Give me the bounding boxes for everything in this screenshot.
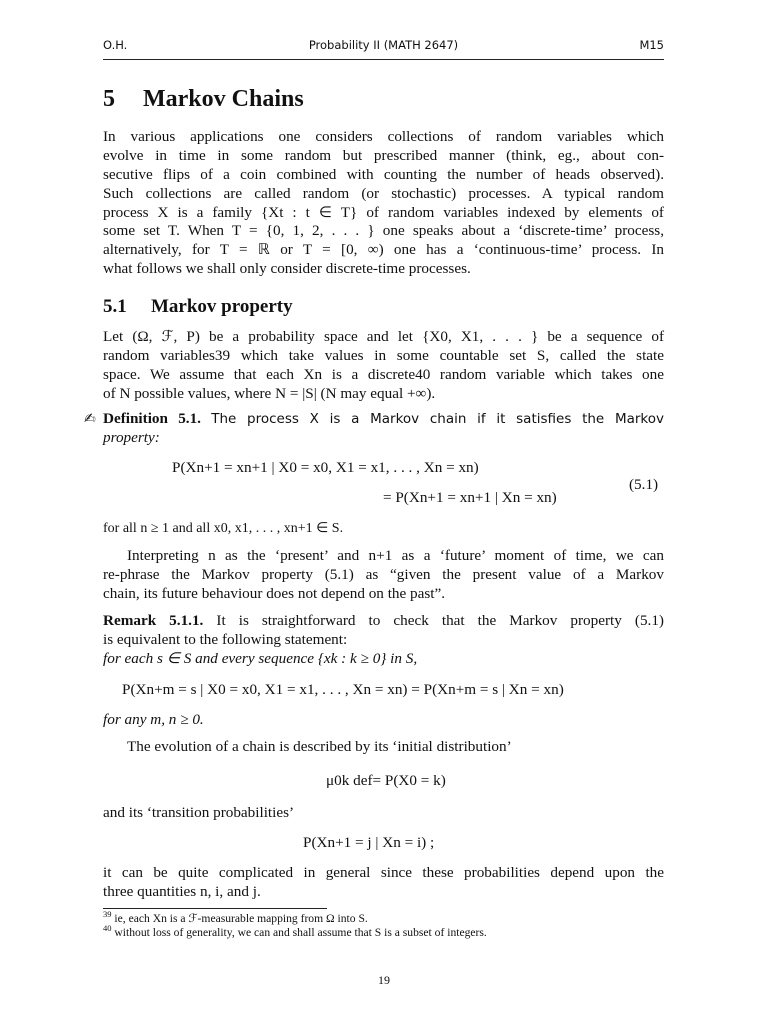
initial-distribution-equation: μ0k def= P(X0 = k) <box>326 772 446 789</box>
header-author: O.H. <box>103 38 128 52</box>
remark-line-2: is equivalent to the following statement: <box>103 630 348 648</box>
page-number: 19 <box>378 973 390 987</box>
evolution-paragraph <box>103 864 664 902</box>
remark-block <box>103 612 664 669</box>
header-rule <box>103 59 664 60</box>
intro-line: what follows we shall only consider discrete-time processes. <box>103 260 471 278</box>
markov-line: Let (Ω, ℱ, P) be a probability space and let {X0, X1, . . . } be a sequence of <box>103 328 664 345</box>
transition-equation: P(Xn+1 = j | Xn = i) ; <box>303 834 435 851</box>
footnote-text: without loss of generality, we can and shall assume that S is a subset of integers. <box>114 926 487 939</box>
interpret-line: re-phrase the Markov property (5.1) as “given the present value of a Markov <box>103 565 664 583</box>
intro-line: alternatively, for T = ℝ or T = [0, ∞) one has a ‘continuous-time’ process. In <box>103 241 664 259</box>
header-module: M15 <box>639 38 664 52</box>
interpret-line: Interpreting n as the ‘present’ and n+1 as a ‘future’ moment of time, we can <box>127 547 664 564</box>
writing-hand-icon: ✍ <box>84 411 96 427</box>
footnote-40 <box>103 923 487 939</box>
remark-after: for any m, n ≥ 0. <box>103 711 204 728</box>
footnote-39 <box>103 911 368 925</box>
definition-text: The process X is a Markov chain if it satisfies the Markov <box>211 411 665 427</box>
markov-equation-line2: = P(Xn+1 = xn+1 | Xn = xn) <box>383 489 557 506</box>
interpret-line: chain, its future behaviour does not depend on the past”. <box>103 584 446 602</box>
markov-paragraph <box>103 328 664 404</box>
markov-line: random variables39 which take values in some countable set S, called the state <box>103 346 664 364</box>
subsection-number: 5.1 <box>103 296 127 317</box>
remark-equation: P(Xn+m = s | X0 = x0, X1 = x1, . . . , Xn = xn) = P(Xn+m = s | Xn = xn) <box>122 681 564 698</box>
evolution-line4: three quantities n, i, and j. <box>103 882 261 900</box>
intro-line: secutive flips of a coin combined with counting the number of heads observed). <box>103 165 664 183</box>
section-title: Markov Chains <box>143 86 304 112</box>
evolution-line1: The evolution of a chain is described by its ‘initial distribution’ <box>127 738 512 755</box>
intro-line: process X is a family {Xt : t ∈ T} of random variables indexed by elements of <box>103 203 664 221</box>
markov-line: of N possible values, where N = |S| (N may equal +∞). <box>103 384 436 402</box>
definition-line <box>103 410 664 429</box>
definition-after: for all n ≥ 1 and all x0, x1, . . . , xn+1 ∈ S. <box>103 521 344 536</box>
evolution-line3: it can be quite complicated in general since these probabilities depend upon the <box>103 864 664 881</box>
intro-line: evolve in time in some random but prescribed manner (think, eg., about con- <box>103 146 664 164</box>
markov-line: space. We assume that each Xn is a discrete40 random variable which takes one <box>103 365 664 383</box>
intro-line: Such collections are called random (or stochastic) processes. A typical random <box>103 184 664 202</box>
remark-line-3: for each s ∈ S and every sequence {xk : k ≥ 0} in S, <box>103 649 418 667</box>
definition-label: Definition 5.1. <box>103 410 201 427</box>
subsection-heading <box>103 296 293 318</box>
intro-paragraph <box>103 128 664 279</box>
footnote-text: ie, each Xn is a ℱ-measurable mapping from Ω into S. <box>114 912 368 925</box>
evolution-line2: and its ‘transition probabilities’ <box>103 804 295 821</box>
markov-equation-line1: P(Xn+1 = xn+1 | X0 = x0, X1 = x1, . . . , Xn = xn) <box>172 459 479 476</box>
header-course: Probability II (MATH 2647) <box>308 38 459 52</box>
remark-label: Remark 5.1.1. <box>103 612 204 629</box>
equation-number: (5.1) <box>629 476 659 493</box>
interpretation-paragraph <box>103 547 664 604</box>
remark-text: It is straightforward to check that the Markov property (5.1) <box>216 612 664 629</box>
running-header <box>103 38 664 58</box>
footnote-mark: 39 <box>103 909 112 920</box>
definition-text-2: property: <box>103 428 160 446</box>
intro-line: In various applications one considers collections of random variables which <box>103 128 664 145</box>
remark-line <box>103 612 664 631</box>
intro-line: some set T. When T = {0, 1, 2, . . . } one speaks about a ‘discrete-time’ process, <box>103 222 664 240</box>
footnote-mark: 40 <box>103 923 112 934</box>
footnote-rule <box>103 908 327 909</box>
definition-block <box>103 410 664 448</box>
section-number: 5 <box>103 86 115 112</box>
subsection-title: Markov property <box>151 296 293 317</box>
section-heading <box>103 86 304 113</box>
